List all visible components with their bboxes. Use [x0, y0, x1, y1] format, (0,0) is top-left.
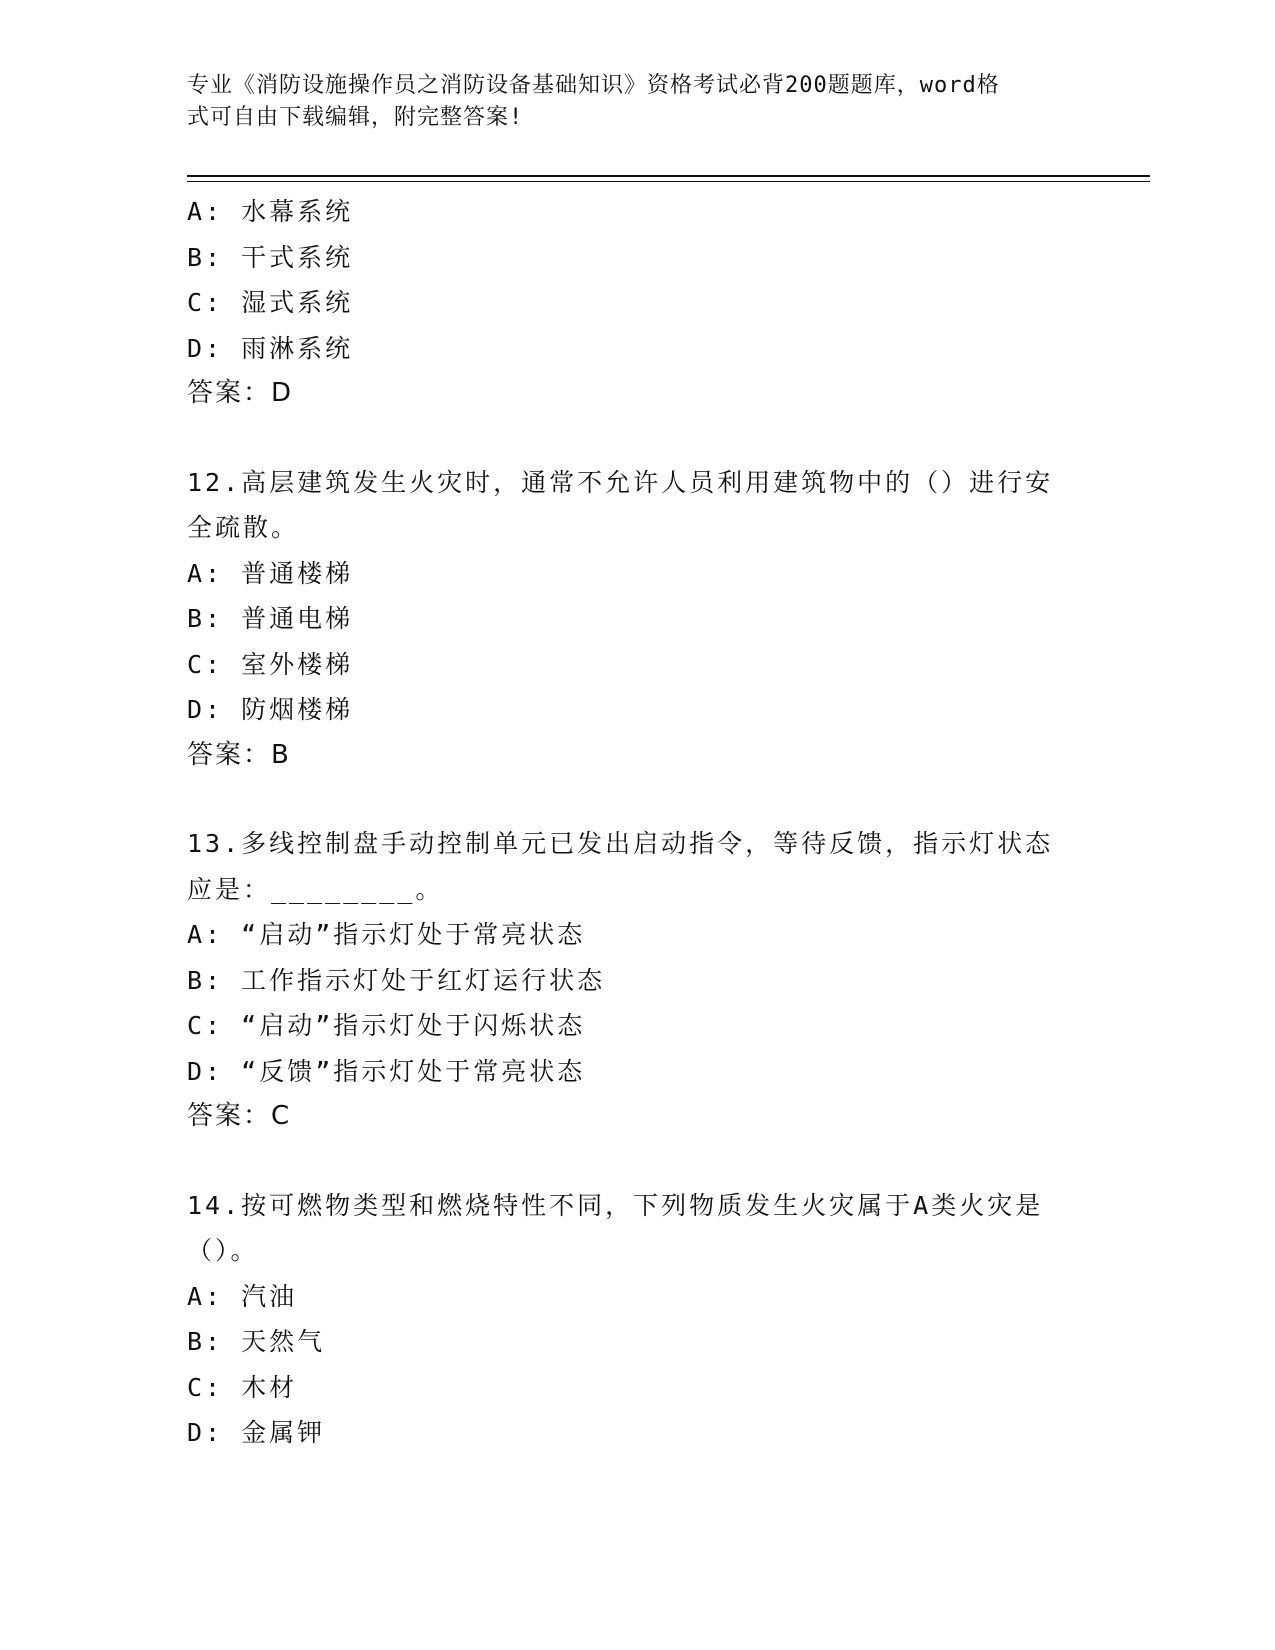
header-rule-thick — [187, 175, 1150, 177]
option-b: B: 普通电梯 — [187, 604, 354, 633]
option-a: A: 普通楼梯 — [187, 558, 354, 588]
option-a: A: 水幕系统 — [187, 197, 354, 226]
document-header — [187, 70, 1067, 134]
option-c: C: 湿式系统 — [187, 288, 354, 317]
option-c: C: “启动”指示灯处于闪烁状态 — [187, 1011, 586, 1040]
question-text-line-1: 14.按可燃物类型和燃烧特性不同，下列物质发生火灾属于A类火灾是 — [187, 1190, 1044, 1220]
question-13 — [187, 821, 1067, 1140]
question-14 — [187, 1183, 1067, 1456]
question-text-line-2: 全疏散。 — [187, 513, 300, 542]
option-d: D: 防烟楼梯 — [187, 695, 354, 724]
header-line-2: 式可自由下载编辑，附完整答案! — [187, 105, 524, 130]
question-12 — [187, 460, 1067, 779]
question-content — [187, 189, 1067, 1456]
question-text-line-1: 13.多线控制盘手动控制单元已发出启动指令，等待反馈，指示灯状态 — [187, 829, 1054, 858]
header-line-1: 专业《消防设施操作员之消防设备基础知识》资格考试必背200题题库，word格 — [187, 73, 1000, 98]
answer: 答案：C — [187, 1101, 292, 1131]
option-a: A: “启动”指示灯处于常亮状态 — [187, 920, 586, 949]
option-a: A: 汽油 — [187, 1281, 298, 1311]
option-b: B: 工作指示灯处于红灯运行状态 — [187, 965, 606, 995]
question-11 — [187, 189, 1067, 417]
question-text-line-2: （）。 — [187, 1236, 259, 1265]
option-b: B: 天然气 — [187, 1327, 326, 1356]
option-d: D: 金属钾 — [187, 1418, 326, 1447]
question-text-line-2: 应是：________。 — [187, 874, 444, 904]
option-c: C: 室外楼梯 — [187, 649, 354, 679]
option-b: B: 干式系统 — [187, 242, 354, 272]
option-d: D: “反馈”指示灯处于常亮状态 — [187, 1056, 586, 1086]
header-rule-thin — [187, 181, 1150, 182]
answer: 答案：B — [187, 739, 291, 770]
question-text-line-1: 12.高层建筑发生火灾时，通常不允许人员利用建筑物中的（）进行安 — [187, 467, 1054, 497]
option-c: C: 木材 — [187, 1372, 298, 1402]
answer: 答案：D — [187, 378, 294, 408]
option-d: D: 雨淋系统 — [187, 333, 354, 363]
